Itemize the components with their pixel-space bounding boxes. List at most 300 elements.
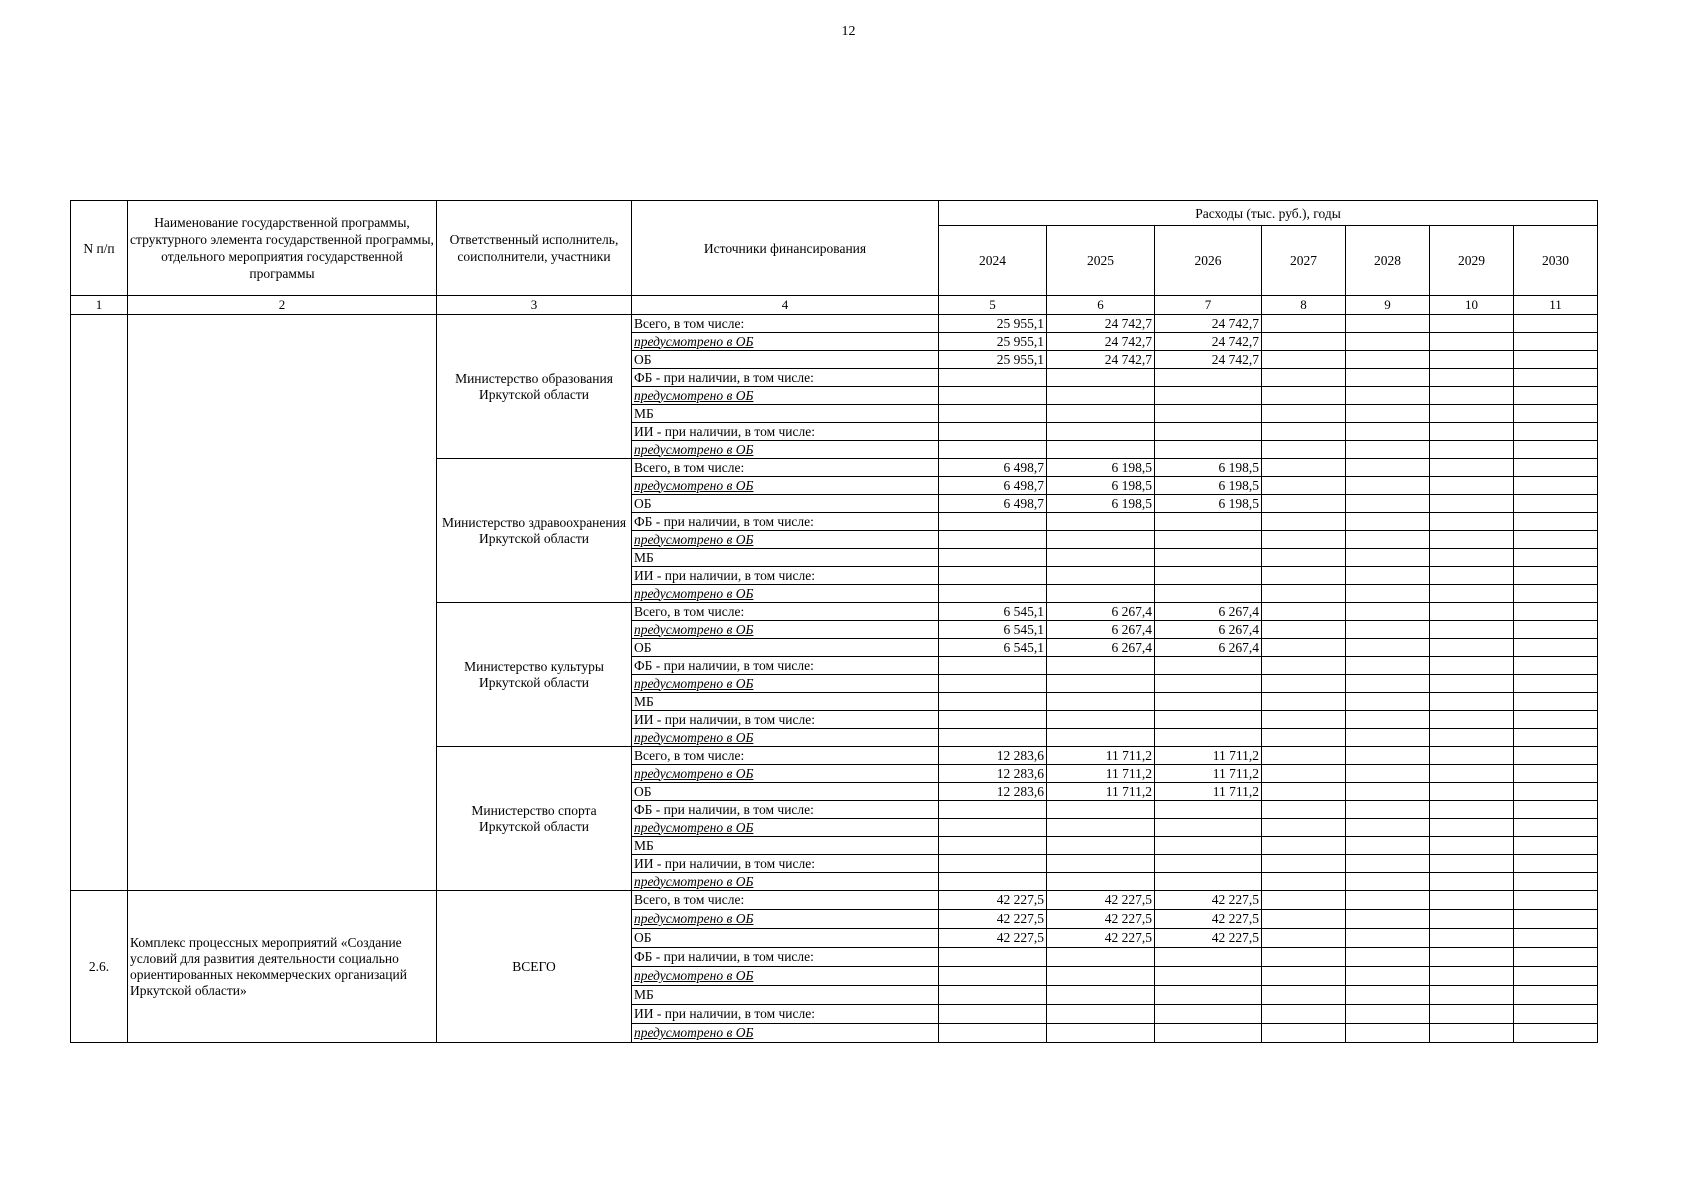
value-cell	[1155, 801, 1262, 819]
value-cell	[1514, 1005, 1598, 1024]
value-cell: 42 227,5	[1155, 891, 1262, 910]
source-label: ФБ - при наличии, в том числе:	[632, 948, 939, 967]
value-cell	[1514, 711, 1598, 729]
value-cell	[1514, 929, 1598, 948]
value-cell: 6 198,5	[1047, 459, 1155, 477]
value-cell	[1047, 819, 1155, 837]
value-cell: 25 955,1	[939, 315, 1047, 333]
value-cell	[1047, 1005, 1155, 1024]
value-cell	[1155, 387, 1262, 405]
value-cell: 6 545,1	[939, 639, 1047, 657]
value-cell	[1514, 441, 1598, 459]
source-label: Всего, в том числе:	[632, 459, 939, 477]
value-cell	[1346, 531, 1430, 549]
value-cell	[939, 549, 1047, 567]
value-cell	[939, 1024, 1047, 1043]
value-cell	[1155, 567, 1262, 585]
value-cell	[1047, 855, 1155, 873]
value-cell	[939, 657, 1047, 675]
value-cell	[1047, 513, 1155, 531]
source-label: предусмотрено в ОБ	[632, 967, 939, 986]
value-cell	[939, 585, 1047, 603]
value-cell	[1262, 693, 1346, 711]
value-cell	[1514, 531, 1598, 549]
value-cell: 42 227,5	[939, 929, 1047, 948]
value-cell	[1262, 819, 1346, 837]
value-cell	[1155, 729, 1262, 747]
value-cell	[1430, 1024, 1514, 1043]
value-cell	[1346, 747, 1430, 765]
value-cell: 24 742,7	[1047, 315, 1155, 333]
value-cell	[1514, 910, 1598, 929]
col-number: 10	[1430, 296, 1514, 315]
value-cell	[1514, 675, 1598, 693]
value-cell	[1430, 567, 1514, 585]
value-cell	[1430, 477, 1514, 495]
source-label: предусмотрено в ОБ	[632, 531, 939, 549]
value-cell	[1047, 549, 1155, 567]
value-cell	[1262, 387, 1346, 405]
value-cell	[1047, 387, 1155, 405]
source-label: Всего, в том числе:	[632, 891, 939, 910]
value-cell	[939, 801, 1047, 819]
value-cell	[1346, 675, 1430, 693]
value-cell: 6 267,4	[1047, 603, 1155, 621]
value-cell	[1155, 967, 1262, 986]
value-cell	[1262, 585, 1346, 603]
value-cell: 6 267,4	[1155, 621, 1262, 639]
source-label: предусмотрено в ОБ	[632, 477, 939, 495]
value-cell	[1346, 948, 1430, 967]
value-cell: 42 227,5	[939, 891, 1047, 910]
executor-name: Министерство образования Иркутской области	[437, 315, 632, 459]
value-cell: 6 267,4	[1047, 639, 1155, 657]
value-cell	[1262, 747, 1346, 765]
col-number: 5	[939, 296, 1047, 315]
value-cell	[1514, 891, 1598, 910]
value-cell	[1514, 387, 1598, 405]
value-cell	[1514, 513, 1598, 531]
value-cell	[1346, 585, 1430, 603]
executor-name: Министерство здравоохранения Иркутской области	[437, 459, 632, 603]
header-year: 2029	[1430, 226, 1514, 296]
source-label: предусмотрено в ОБ	[632, 1024, 939, 1043]
value-cell	[1514, 639, 1598, 657]
value-cell	[1047, 531, 1155, 549]
value-cell: 6 198,5	[1155, 459, 1262, 477]
value-cell	[1346, 1024, 1430, 1043]
value-cell	[1262, 657, 1346, 675]
source-label: МБ	[632, 837, 939, 855]
value-cell	[1047, 729, 1155, 747]
value-cell	[1514, 765, 1598, 783]
value-cell	[1155, 675, 1262, 693]
value-cell	[1430, 639, 1514, 657]
value-cell	[1155, 693, 1262, 711]
source-label: предусмотрено в ОБ	[632, 585, 939, 603]
col-number: 9	[1346, 296, 1430, 315]
source-label: предусмотрено в ОБ	[632, 910, 939, 929]
source-label: предусмотрено в ОБ	[632, 675, 939, 693]
value-cell: 6 198,5	[1155, 477, 1262, 495]
value-cell	[1262, 873, 1346, 891]
value-cell	[1514, 495, 1598, 513]
value-cell	[1155, 369, 1262, 387]
program-number: 2.6.	[71, 891, 128, 1043]
source-label: предусмотрено в ОБ	[632, 873, 939, 891]
value-cell	[1262, 351, 1346, 369]
value-cell	[1155, 657, 1262, 675]
value-cell	[1430, 315, 1514, 333]
value-cell	[1262, 711, 1346, 729]
value-cell	[1155, 819, 1262, 837]
value-cell: 6 267,4	[1047, 621, 1155, 639]
value-cell	[1514, 549, 1598, 567]
value-cell	[1430, 459, 1514, 477]
value-cell	[1346, 621, 1430, 639]
program-name: Комплекс процессных мероприятий «Создание условий для развития деятельности социально ориентированных некоммерческих организаций Иркутской области»	[128, 891, 437, 1043]
budget-table	[70, 200, 1598, 1043]
value-cell	[1047, 873, 1155, 891]
value-cell	[939, 729, 1047, 747]
value-cell	[1430, 1005, 1514, 1024]
value-cell	[1262, 801, 1346, 819]
source-label: ОБ	[632, 783, 939, 801]
value-cell	[1430, 549, 1514, 567]
value-cell	[1430, 333, 1514, 351]
value-cell	[1514, 405, 1598, 423]
value-cell: 24 742,7	[1047, 351, 1155, 369]
source-label: предусмотрено в ОБ	[632, 621, 939, 639]
source-label: предусмотрено в ОБ	[632, 729, 939, 747]
value-cell: 6 198,5	[1155, 495, 1262, 513]
value-cell	[1430, 967, 1514, 986]
value-cell: 24 742,7	[1155, 333, 1262, 351]
value-cell	[939, 423, 1047, 441]
value-cell	[1514, 603, 1598, 621]
value-cell: 6 498,7	[939, 495, 1047, 513]
page-number: 12	[841, 24, 856, 39]
value-cell: 11 711,2	[1047, 747, 1155, 765]
value-cell	[1262, 765, 1346, 783]
value-cell	[1430, 765, 1514, 783]
value-cell	[1430, 986, 1514, 1005]
source-label: ИИ - при наличии, в том числе:	[632, 855, 939, 873]
value-cell	[1262, 1005, 1346, 1024]
source-label: МБ	[632, 986, 939, 1005]
value-cell	[1514, 783, 1598, 801]
source-label: ИИ - при наличии, в том числе:	[632, 1005, 939, 1024]
value-cell	[1262, 315, 1346, 333]
value-cell	[1346, 711, 1430, 729]
value-cell	[1346, 639, 1430, 657]
value-cell	[1430, 441, 1514, 459]
value-cell	[1346, 603, 1430, 621]
value-cell: 11 711,2	[1155, 783, 1262, 801]
header-year: 2026	[1155, 226, 1262, 296]
source-label: ФБ - при наличии, в том числе:	[632, 801, 939, 819]
value-cell	[1047, 405, 1155, 423]
source-label: МБ	[632, 549, 939, 567]
value-cell	[1514, 567, 1598, 585]
value-cell: 11 711,2	[1047, 783, 1155, 801]
source-label: ОБ	[632, 639, 939, 657]
value-cell	[1047, 711, 1155, 729]
value-cell: 42 227,5	[1155, 910, 1262, 929]
source-label: ОБ	[632, 351, 939, 369]
value-cell	[1430, 387, 1514, 405]
source-label: Всего, в том числе:	[632, 315, 939, 333]
value-cell	[1514, 948, 1598, 967]
value-cell: 42 227,5	[1047, 891, 1155, 910]
value-cell: 42 227,5	[1047, 929, 1155, 948]
source-label: предусмотрено в ОБ	[632, 387, 939, 405]
value-cell	[1262, 621, 1346, 639]
executor-name: Министерство спорта Иркутской области	[437, 747, 632, 891]
source-label: ОБ	[632, 495, 939, 513]
value-cell	[1346, 333, 1430, 351]
value-cell	[1155, 1005, 1262, 1024]
value-cell	[1262, 910, 1346, 929]
value-cell	[1262, 729, 1346, 747]
value-cell	[1430, 405, 1514, 423]
value-cell	[1262, 549, 1346, 567]
value-cell	[1346, 910, 1430, 929]
value-cell: 6 198,5	[1047, 477, 1155, 495]
value-cell	[1262, 639, 1346, 657]
value-cell	[1346, 423, 1430, 441]
value-cell	[1047, 675, 1155, 693]
value-cell: 12 283,6	[939, 783, 1047, 801]
value-cell	[1047, 657, 1155, 675]
source-label: ИИ - при наличии, в том числе:	[632, 711, 939, 729]
value-cell	[1262, 855, 1346, 873]
value-cell	[1514, 819, 1598, 837]
value-cell	[1430, 693, 1514, 711]
value-cell	[1430, 948, 1514, 967]
table-row	[71, 315, 1598, 333]
value-cell	[1430, 855, 1514, 873]
value-cell	[1346, 387, 1430, 405]
header-executor: Ответственный исполнитель, соисполнители, участники	[437, 201, 632, 296]
value-cell	[1155, 873, 1262, 891]
value-cell	[1346, 929, 1430, 948]
value-cell	[1346, 441, 1430, 459]
value-cell	[1346, 351, 1430, 369]
value-cell	[939, 873, 1047, 891]
value-cell	[1346, 315, 1430, 333]
col-number: 2	[128, 296, 437, 315]
value-cell	[1514, 585, 1598, 603]
value-cell	[1262, 423, 1346, 441]
value-cell	[939, 567, 1047, 585]
value-cell	[939, 405, 1047, 423]
value-cell	[1430, 513, 1514, 531]
value-cell	[1346, 855, 1430, 873]
value-cell	[1047, 693, 1155, 711]
header-year: 2027	[1262, 226, 1346, 296]
value-cell: 11 711,2	[1047, 765, 1155, 783]
value-cell	[1346, 765, 1430, 783]
value-cell	[1430, 675, 1514, 693]
value-cell: 24 742,7	[1155, 351, 1262, 369]
value-cell	[1346, 495, 1430, 513]
value-cell	[1155, 441, 1262, 459]
value-cell	[1346, 801, 1430, 819]
header-year: 2030	[1514, 226, 1598, 296]
value-cell	[1262, 948, 1346, 967]
value-cell	[1514, 657, 1598, 675]
header-source: Источники финансирования	[632, 201, 939, 296]
value-cell	[939, 1005, 1047, 1024]
value-cell: 6 545,1	[939, 621, 1047, 639]
source-label: ФБ - при наличии, в том числе:	[632, 369, 939, 387]
value-cell	[1262, 603, 1346, 621]
value-cell	[939, 711, 1047, 729]
value-cell	[1262, 837, 1346, 855]
value-cell: 12 283,6	[939, 765, 1047, 783]
value-cell	[939, 531, 1047, 549]
value-cell	[1155, 837, 1262, 855]
value-cell	[939, 948, 1047, 967]
value-cell	[1514, 459, 1598, 477]
value-cell	[1262, 567, 1346, 585]
header-year: 2024	[939, 226, 1047, 296]
value-cell	[1430, 929, 1514, 948]
value-cell	[1346, 891, 1430, 910]
value-cell	[1346, 513, 1430, 531]
value-cell	[1047, 801, 1155, 819]
value-cell	[1346, 837, 1430, 855]
value-cell	[1346, 819, 1430, 837]
value-cell	[1047, 986, 1155, 1005]
value-cell	[1346, 405, 1430, 423]
value-cell	[1346, 986, 1430, 1005]
value-cell	[939, 693, 1047, 711]
value-cell: 42 227,5	[1047, 910, 1155, 929]
value-cell	[1047, 1024, 1155, 1043]
value-cell	[1262, 986, 1346, 1005]
value-cell	[1047, 585, 1155, 603]
value-cell	[1430, 747, 1514, 765]
value-cell	[1262, 513, 1346, 531]
col-number: 1	[71, 296, 128, 315]
value-cell	[1430, 837, 1514, 855]
value-cell	[1262, 441, 1346, 459]
value-cell	[1430, 369, 1514, 387]
value-cell	[1514, 693, 1598, 711]
value-cell	[1430, 819, 1514, 837]
value-cell	[1514, 423, 1598, 441]
source-label: Всего, в том числе:	[632, 603, 939, 621]
source-label: Всего, в том числе:	[632, 747, 939, 765]
value-cell	[1346, 1005, 1430, 1024]
program-cell	[128, 315, 437, 891]
value-cell	[1047, 837, 1155, 855]
value-cell	[1262, 369, 1346, 387]
source-label: ФБ - при наличии, в том числе:	[632, 657, 939, 675]
value-cell	[1047, 948, 1155, 967]
col-number: 8	[1262, 296, 1346, 315]
value-cell: 11 711,2	[1155, 765, 1262, 783]
value-cell	[1047, 423, 1155, 441]
value-cell	[1155, 549, 1262, 567]
num-cell	[71, 315, 128, 891]
value-cell: 25 955,1	[939, 333, 1047, 351]
value-cell	[1346, 567, 1430, 585]
value-cell	[1514, 873, 1598, 891]
value-cell	[1155, 986, 1262, 1005]
value-cell: 24 742,7	[1047, 333, 1155, 351]
value-cell	[1047, 369, 1155, 387]
value-cell: 6 498,7	[939, 477, 1047, 495]
value-cell	[1155, 1024, 1262, 1043]
value-cell	[1430, 801, 1514, 819]
value-cell	[1346, 369, 1430, 387]
value-cell: 6 198,5	[1047, 495, 1155, 513]
value-cell	[1346, 783, 1430, 801]
executor-name: Министерство культуры Иркутской области	[437, 603, 632, 747]
value-cell: 6 267,4	[1155, 603, 1262, 621]
value-cell	[1430, 621, 1514, 639]
value-cell: 6 267,4	[1155, 639, 1262, 657]
value-cell	[1430, 531, 1514, 549]
value-cell	[1514, 1024, 1598, 1043]
value-cell	[939, 675, 1047, 693]
value-cell	[1262, 405, 1346, 423]
value-cell	[1346, 459, 1430, 477]
value-cell	[1514, 369, 1598, 387]
header-name: Наименование государственной программы, структурного элемента государственной программы, отдельного мероприятия государственной программы	[128, 201, 437, 296]
source-label: ИИ - при наличии, в том числе:	[632, 423, 939, 441]
value-cell	[939, 441, 1047, 459]
header-year: 2028	[1346, 226, 1430, 296]
value-cell	[1155, 585, 1262, 603]
value-cell	[1514, 477, 1598, 495]
col-number: 3	[437, 296, 632, 315]
value-cell	[1346, 729, 1430, 747]
value-cell	[939, 986, 1047, 1005]
value-cell	[1262, 891, 1346, 910]
value-cell	[1514, 351, 1598, 369]
table-row	[71, 891, 1598, 910]
source-label: ФБ - при наличии, в том числе:	[632, 513, 939, 531]
value-cell	[1155, 405, 1262, 423]
value-cell	[1514, 986, 1598, 1005]
source-label: МБ	[632, 405, 939, 423]
value-cell	[1514, 747, 1598, 765]
value-cell	[1346, 693, 1430, 711]
value-cell	[1430, 711, 1514, 729]
value-cell	[1262, 1024, 1346, 1043]
value-cell	[1514, 967, 1598, 986]
value-cell	[1262, 459, 1346, 477]
col-number: 4	[632, 296, 939, 315]
value-cell	[1514, 855, 1598, 873]
header-num: N п/п	[71, 201, 128, 296]
value-cell	[1262, 929, 1346, 948]
value-cell	[939, 369, 1047, 387]
value-cell: 6 545,1	[939, 603, 1047, 621]
value-cell	[1346, 873, 1430, 891]
value-cell: 11 711,2	[1155, 747, 1262, 765]
value-cell	[1262, 495, 1346, 513]
value-cell	[1262, 477, 1346, 495]
value-cell: 42 227,5	[1155, 929, 1262, 948]
value-cell	[1346, 549, 1430, 567]
value-cell	[939, 855, 1047, 873]
value-cell	[1430, 910, 1514, 929]
